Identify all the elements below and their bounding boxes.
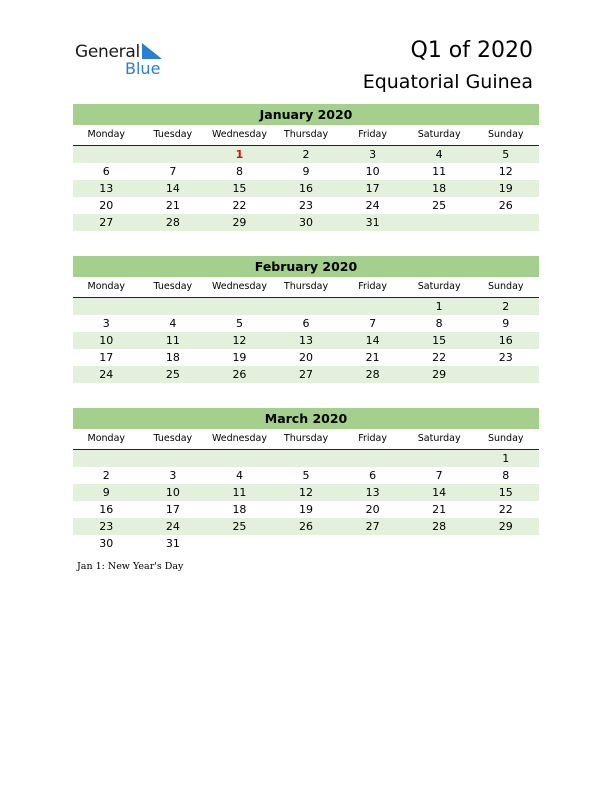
- weekday-label: Wednesday: [211, 129, 267, 140]
- day-cell: 22: [432, 351, 447, 364]
- weekday-header-row: [73, 429, 539, 450]
- day-cell: 17: [99, 351, 114, 364]
- month-calendar-march: [73, 408, 539, 552]
- day-cell: 1: [235, 148, 244, 161]
- weekday-label: Thursday: [283, 281, 329, 292]
- day-cell: [273, 450, 340, 467]
- day-cell: 6: [302, 317, 310, 330]
- day-cell: 22: [498, 503, 513, 516]
- holiday-note: Jan 1: New Year's Day: [77, 561, 184, 572]
- day-cell: 19: [299, 503, 314, 516]
- day-cell: 2: [502, 300, 510, 313]
- week-row: [73, 484, 539, 501]
- day-cell: 29: [498, 520, 513, 533]
- day-cell: 15: [432, 334, 447, 347]
- day-cell: 1: [435, 300, 443, 313]
- day-cell: [273, 535, 340, 552]
- week-row: [73, 315, 539, 332]
- day-cell: 18: [165, 351, 180, 364]
- day-cell: 28: [365, 368, 380, 381]
- day-cell: 20: [299, 351, 314, 364]
- day-cell: [73, 298, 140, 315]
- day-cell: 27: [99, 216, 114, 229]
- weekday-label: Saturday: [417, 433, 461, 444]
- weekday-label: Monday: [87, 281, 126, 292]
- week-row: [73, 197, 539, 214]
- weekday-label: Friday: [358, 433, 387, 444]
- day-cell: 10: [99, 334, 114, 347]
- day-cell: 6: [102, 165, 110, 178]
- day-cell: [339, 535, 406, 552]
- day-cell: 10: [365, 165, 380, 178]
- day-cell: 30: [299, 216, 314, 229]
- day-cell: 9: [502, 317, 510, 330]
- day-cell: 7: [169, 165, 177, 178]
- day-cell: 17: [165, 503, 180, 516]
- weekday-label: Thursday: [283, 129, 329, 140]
- weekday-header-row: [73, 125, 539, 146]
- weekday-label: Thursday: [283, 433, 329, 444]
- day-cell: 25: [432, 199, 447, 212]
- week-row: [73, 180, 539, 197]
- day-cell: 15: [498, 486, 513, 499]
- weekday-label: Wednesday: [211, 433, 267, 444]
- day-cell: 7: [435, 469, 443, 482]
- day-cell: 27: [299, 368, 314, 381]
- day-cell: [472, 366, 539, 383]
- day-cell: 12: [299, 486, 314, 499]
- day-cell: 4: [235, 469, 243, 482]
- day-cell: 19: [232, 351, 247, 364]
- logo-triangle-icon: [142, 43, 162, 59]
- day-cell: 2: [102, 469, 110, 482]
- day-cell: 14: [432, 486, 447, 499]
- page-title: Q1 of 2020: [410, 38, 533, 63]
- weekday-label: Wednesday: [211, 281, 267, 292]
- day-cell: 11: [165, 334, 180, 347]
- weekday-label: Friday: [358, 129, 387, 140]
- weekday-header-row: [73, 277, 539, 298]
- day-cell: 11: [432, 165, 447, 178]
- month-calendar-february: [73, 256, 539, 383]
- day-cell: [406, 450, 473, 467]
- day-cell: 30: [99, 537, 114, 550]
- day-cell: 14: [165, 182, 180, 195]
- weekday-label: Monday: [87, 433, 126, 444]
- day-cell: 20: [99, 199, 114, 212]
- day-cell: 8: [435, 317, 443, 330]
- weekday-label: Monday: [87, 129, 126, 140]
- day-cell: 31: [165, 537, 180, 550]
- day-cell: 29: [432, 368, 447, 381]
- week-row: [73, 366, 539, 383]
- month-calendar-january: [73, 104, 539, 231]
- week-row: [73, 298, 539, 315]
- day-cell: 7: [369, 317, 377, 330]
- weekday-label: Sunday: [487, 281, 524, 292]
- day-cell: 28: [165, 216, 180, 229]
- day-cell: [140, 450, 207, 467]
- week-row: [73, 332, 539, 349]
- day-cell: 21: [432, 503, 447, 516]
- day-cell: [406, 214, 473, 231]
- day-cell: [406, 535, 473, 552]
- week-row: [73, 146, 539, 163]
- day-cell: 4: [435, 148, 443, 161]
- day-cell: 26: [498, 199, 513, 212]
- day-cell: 21: [365, 351, 380, 364]
- day-cell: 3: [369, 148, 377, 161]
- day-cell: 4: [169, 317, 177, 330]
- day-cell: 26: [299, 520, 314, 533]
- day-cell: 10: [165, 486, 180, 499]
- week-row: [73, 535, 539, 552]
- day-cell: 3: [169, 469, 177, 482]
- week-row: [73, 467, 539, 484]
- day-cell: 16: [99, 503, 114, 516]
- day-cell: 27: [365, 520, 380, 533]
- logo: [75, 42, 175, 78]
- day-cell: 23: [299, 199, 314, 212]
- day-cell: 16: [299, 182, 314, 195]
- weekday-label: Saturday: [417, 281, 461, 292]
- day-cell: 2: [302, 148, 310, 161]
- day-cell: 21: [165, 199, 180, 212]
- day-cell: [73, 450, 140, 467]
- logo-blue-text: Blue: [125, 59, 161, 78]
- month-header: January 2020: [73, 104, 539, 125]
- day-cell: 15: [232, 182, 247, 195]
- day-cell: 5: [302, 469, 310, 482]
- month-header: February 2020: [73, 256, 539, 277]
- day-cell: 31: [365, 216, 380, 229]
- day-cell: [206, 298, 273, 315]
- weekday-label: Friday: [358, 281, 387, 292]
- day-cell: [140, 298, 207, 315]
- week-row: [73, 518, 539, 535]
- day-cell: 18: [232, 503, 247, 516]
- day-cell: 25: [165, 368, 180, 381]
- day-cell: 17: [365, 182, 380, 195]
- day-cell: 24: [165, 520, 180, 533]
- day-cell: [472, 214, 539, 231]
- week-row: [73, 214, 539, 231]
- day-cell: 26: [232, 368, 247, 381]
- day-cell: 20: [365, 503, 380, 516]
- weekday-label: Sunday: [487, 129, 524, 140]
- day-cell: [273, 298, 340, 315]
- week-row: [73, 163, 539, 180]
- day-cell: 13: [365, 486, 380, 499]
- day-cell: [140, 146, 207, 163]
- day-cell: [206, 450, 273, 467]
- week-row: [73, 450, 539, 467]
- logo-general-text: General: [75, 42, 140, 62]
- day-cell: 9: [302, 165, 310, 178]
- day-cell: 8: [502, 469, 510, 482]
- weekday-label: Sunday: [487, 433, 524, 444]
- day-cell: 14: [365, 334, 380, 347]
- weekday-label: Tuesday: [153, 281, 193, 292]
- day-cell: [339, 298, 406, 315]
- day-cell: 25: [232, 520, 247, 533]
- day-cell: 16: [498, 334, 513, 347]
- day-cell: 6: [369, 469, 377, 482]
- day-cell: 22: [232, 199, 247, 212]
- day-cell: 3: [102, 317, 110, 330]
- day-cell: [73, 146, 140, 163]
- day-cell: 23: [498, 351, 513, 364]
- day-cell: 29: [232, 216, 247, 229]
- month-header: March 2020: [73, 408, 539, 429]
- week-row: [73, 501, 539, 518]
- day-cell: 24: [99, 368, 114, 381]
- day-cell: 9: [102, 486, 110, 499]
- day-cell: 5: [502, 148, 510, 161]
- day-cell: 19: [498, 182, 513, 195]
- day-cell: 1: [502, 452, 510, 465]
- day-cell: 11: [232, 486, 247, 499]
- day-cell: 13: [299, 334, 314, 347]
- weekday-label: Tuesday: [153, 129, 193, 140]
- day-cell: 23: [99, 520, 114, 533]
- day-cell: 5: [235, 317, 243, 330]
- weekday-label: Saturday: [417, 129, 461, 140]
- day-cell: 28: [432, 520, 447, 533]
- day-cell: 12: [498, 165, 513, 178]
- day-cell: 24: [365, 199, 380, 212]
- day-cell: 8: [235, 165, 243, 178]
- day-cell: 12: [232, 334, 247, 347]
- day-cell: 18: [432, 182, 447, 195]
- week-row: [73, 349, 539, 366]
- day-cell: 13: [99, 182, 114, 195]
- page-subtitle: Equatorial Guinea: [362, 71, 533, 93]
- day-cell: [339, 450, 406, 467]
- day-cell: [472, 535, 539, 552]
- day-cell: [206, 535, 273, 552]
- weekday-label: Tuesday: [153, 433, 193, 444]
